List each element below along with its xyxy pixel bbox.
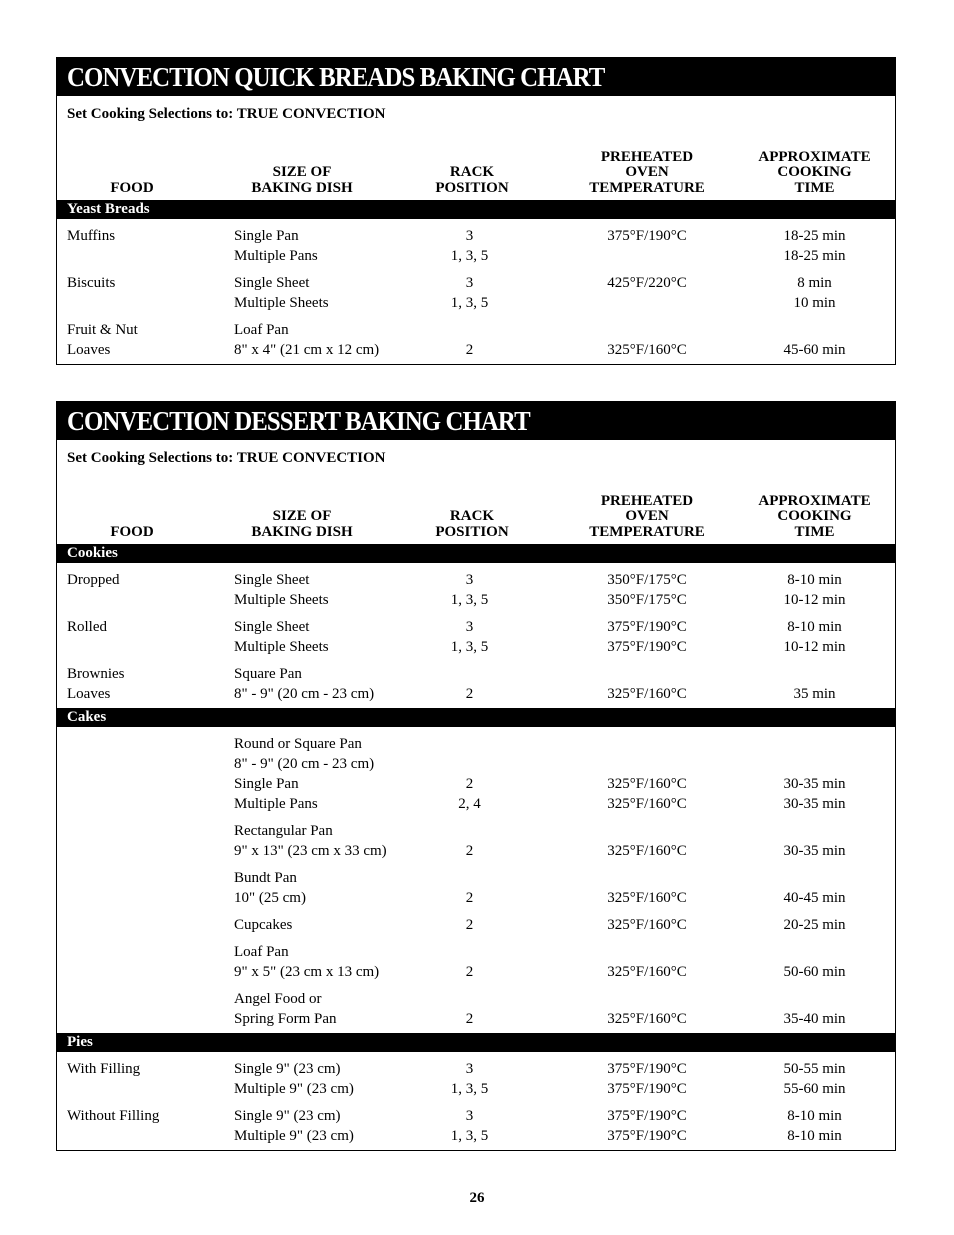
table-row <box>57 915 895 935</box>
rack-cell: 1, 3, 5 <box>450 639 489 655</box>
table-row <box>57 794 895 814</box>
time-cell: 10-12 min <box>783 592 846 608</box>
row-group <box>57 915 895 935</box>
rack-cell: 1, 3, 5 <box>450 248 489 264</box>
dish-cell: Single 9" (23 cm) <box>234 1061 341 1077</box>
rack-cell: 1, 3, 5 <box>450 1128 489 1144</box>
time-cell: 50-60 min <box>783 964 846 980</box>
temperature-cell: 325°F/160°C <box>607 917 687 933</box>
table-row <box>57 273 895 293</box>
dish-cell: Single 9" (23 cm) <box>234 1108 341 1124</box>
rack-cell: 3 <box>465 275 474 291</box>
rack-cell: 2 <box>465 686 474 702</box>
rack-cell: 2 <box>465 964 474 980</box>
time-cell: 35 min <box>793 686 836 702</box>
table-row <box>57 617 895 637</box>
table-row <box>57 637 895 657</box>
row-group <box>57 570 895 610</box>
chart-body <box>57 544 895 1150</box>
table-row <box>57 340 895 360</box>
header-dish: SIZE OF BAKING DISH <box>251 508 353 540</box>
table-row <box>57 570 895 590</box>
table-row <box>57 664 895 684</box>
row-group <box>57 1106 895 1146</box>
temperature-cell: 375°F/190°C <box>607 1108 687 1124</box>
temperature-cell: 325°F/160°C <box>607 1011 687 1027</box>
rack-cell: 2 <box>465 1011 474 1027</box>
rack-cell: 3 <box>465 228 474 244</box>
food-cell: Dropped <box>67 572 120 588</box>
table-row <box>57 734 895 754</box>
rack-cell: 2 <box>465 342 474 358</box>
table-row <box>57 590 895 610</box>
column-headers <box>57 142 895 200</box>
section-rows <box>57 1052 895 1150</box>
dish-cell: 9" x 5" (23 cm x 13 cm) <box>234 964 380 980</box>
temperature-cell: 325°F/160°C <box>607 843 687 859</box>
time-cell: 8-10 min <box>787 572 842 588</box>
chart-title-bar <box>57 58 895 96</box>
food-cell: Brownies <box>67 666 125 682</box>
dish-cell: Single Sheet <box>234 572 310 588</box>
table-row <box>57 868 895 888</box>
time-cell: 20-25 min <box>783 917 846 933</box>
food-cell: Loaves <box>67 686 111 702</box>
row-group <box>57 1059 895 1099</box>
section-header: Cakes <box>57 708 895 727</box>
rack-cell: 1, 3, 5 <box>450 295 489 311</box>
row-group <box>57 617 895 657</box>
dish-cell: Single Pan <box>234 228 299 244</box>
dish-cell: Rectangular Pan <box>234 823 333 839</box>
dish-cell: Square Pan <box>234 666 302 682</box>
food-cell: Rolled <box>67 619 107 635</box>
dish-cell: Multiple Sheets <box>234 295 329 311</box>
temperature-cell: 375°F/190°C <box>607 619 687 635</box>
rack-cell: 2, 4 <box>458 796 481 812</box>
dish-cell: Multiple Pans <box>234 796 318 812</box>
header-temperature: PREHEATED OVEN TEMPERATURE <box>589 148 705 196</box>
header-temperature: PREHEATED OVEN TEMPERATURE <box>589 492 705 540</box>
chart-title-bar <box>57 402 895 440</box>
time-cell: 50-55 min <box>783 1061 846 1077</box>
table-row <box>57 989 895 1009</box>
time-cell: 30-35 min <box>783 843 846 859</box>
time-cell: 35-40 min <box>783 1011 846 1027</box>
time-cell: 30-35 min <box>783 796 846 812</box>
rack-cell: 2 <box>465 843 474 859</box>
row-group <box>57 868 895 908</box>
temperature-cell: 425°F/220°C <box>607 275 687 291</box>
time-cell: 8-10 min <box>787 619 842 635</box>
section-rows <box>57 563 895 708</box>
row-group <box>57 320 895 360</box>
temperature-cell: 325°F/160°C <box>607 776 687 792</box>
table-row <box>57 1079 895 1099</box>
time-cell: 18-25 min <box>783 248 846 264</box>
table-row <box>57 841 895 861</box>
header-food: FOOD <box>110 179 154 196</box>
dish-cell: Single Sheet <box>234 619 310 635</box>
table-row <box>57 226 895 246</box>
dish-cell: Single Pan <box>234 776 299 792</box>
temperature-cell: 375°F/190°C <box>607 1061 687 1077</box>
dish-cell: Multiple Pans <box>234 248 318 264</box>
rack-cell: 3 <box>465 1108 474 1124</box>
rack-cell: 3 <box>465 572 474 588</box>
section-header: Cookies <box>57 544 895 563</box>
dish-cell: Cupcakes <box>234 917 293 933</box>
temperature-cell: 375°F/190°C <box>607 1081 687 1097</box>
header-time: APPROXIMATE COOKING TIME <box>758 492 871 540</box>
temperature-cell: 350°F/175°C <box>607 592 687 608</box>
dish-cell: Loaf Pan <box>234 944 289 960</box>
time-cell: 8-10 min <box>787 1128 842 1144</box>
table-row <box>57 684 895 704</box>
table-row <box>57 962 895 982</box>
food-cell: Muffins <box>67 228 116 244</box>
dish-cell: Multiple Sheets <box>234 592 329 608</box>
temperature-cell: 375°F/190°C <box>607 639 687 655</box>
chart-title: CONVECTION DESSERT BAKING CHART <box>67 406 530 436</box>
quick-breads-chart <box>56 57 896 365</box>
time-cell: 8 min <box>797 275 832 291</box>
temperature-cell: 350°F/175°C <box>607 572 687 588</box>
table-row <box>57 1009 895 1029</box>
row-group <box>57 226 895 266</box>
temperature-cell: 375°F/190°C <box>607 1128 687 1144</box>
chart-title: CONVECTION QUICK BREADS BAKING CHART <box>67 62 605 92</box>
time-cell: 8-10 min <box>787 1108 842 1124</box>
table-row <box>57 293 895 313</box>
time-cell: 55-60 min <box>783 1081 846 1097</box>
row-group <box>57 942 895 982</box>
dish-cell: 10" (25 cm) <box>234 890 306 906</box>
row-group <box>57 273 895 313</box>
table-row <box>57 246 895 266</box>
dish-cell: Bundt Pan <box>234 870 297 886</box>
time-cell: 30-35 min <box>783 776 846 792</box>
table-row <box>57 1059 895 1079</box>
temperature-cell: 325°F/160°C <box>607 796 687 812</box>
temperature-cell: 325°F/160°C <box>607 342 687 358</box>
row-group <box>57 821 895 861</box>
temperature-cell: 325°F/160°C <box>607 686 687 702</box>
table-row <box>57 320 895 340</box>
header-food: FOOD <box>110 523 154 540</box>
time-cell: 10 min <box>793 295 836 311</box>
section-rows <box>57 727 895 1033</box>
temperature-cell: 325°F/160°C <box>607 964 687 980</box>
header-time: APPROXIMATE COOKING TIME <box>758 148 871 196</box>
temperature-cell: 375°F/190°C <box>607 228 687 244</box>
header-dish: SIZE OF BAKING DISH <box>251 164 353 196</box>
food-cell: Fruit & Nut <box>67 322 138 338</box>
section-header: Yeast Breads <box>57 200 895 219</box>
dish-cell: Loaf Pan <box>234 322 289 338</box>
rack-cell: 3 <box>465 619 474 635</box>
rack-cell: 2 <box>465 917 474 933</box>
dish-cell: Multiple 9" (23 cm) <box>234 1081 354 1097</box>
time-cell: 10-12 min <box>783 639 846 655</box>
rack-cell: 2 <box>465 890 474 906</box>
food-cell: With Filling <box>67 1061 141 1077</box>
dish-cell: Single Sheet <box>234 275 310 291</box>
time-cell: 40-45 min <box>783 890 846 906</box>
dish-cell: 8" - 9" (20 cm - 23 cm) <box>234 756 375 772</box>
rack-cell: 2 <box>465 776 474 792</box>
table-row <box>57 754 895 774</box>
row-group <box>57 664 895 704</box>
table-row <box>57 821 895 841</box>
row-group <box>57 989 895 1029</box>
table-row <box>57 942 895 962</box>
time-cell: 45-60 min <box>783 342 846 358</box>
row-group <box>57 734 895 814</box>
table-row <box>57 774 895 794</box>
rack-cell: 1, 3, 5 <box>450 1081 489 1097</box>
chart-body <box>57 200 895 364</box>
dish-cell: Spring Form Pan <box>234 1011 337 1027</box>
dish-cell: Multiple 9" (23 cm) <box>234 1128 354 1144</box>
rack-cell: 3 <box>465 1061 474 1077</box>
column-headers <box>57 486 895 544</box>
table-row <box>57 888 895 908</box>
table-row <box>57 1126 895 1146</box>
header-rack: RACK POSITION <box>435 508 509 540</box>
food-cell: Biscuits <box>67 275 116 291</box>
table-row <box>57 1106 895 1126</box>
section-header: Pies <box>57 1033 895 1052</box>
dish-cell: Round or Square Pan <box>234 736 362 752</box>
time-cell: 18-25 min <box>783 228 846 244</box>
dish-cell: Multiple Sheets <box>234 639 329 655</box>
cooking-selection-note: Set Cooking Selections to: TRUE CONVECTION <box>67 450 386 466</box>
food-cell: Loaves <box>67 342 111 358</box>
cooking-selection-note: Set Cooking Selections to: TRUE CONVECTION <box>67 106 386 122</box>
dish-cell: 8" - 9" (20 cm - 23 cm) <box>234 686 375 702</box>
page-number: 26 <box>469 1190 485 1206</box>
dessert-chart <box>56 401 896 1151</box>
temperature-cell: 325°F/160°C <box>607 890 687 906</box>
food-cell: Without Filling <box>67 1108 160 1124</box>
header-rack: RACK POSITION <box>435 164 509 196</box>
section-rows <box>57 219 895 364</box>
dish-cell: Angel Food or <box>234 991 322 1007</box>
dish-cell: 8" x 4" (21 cm x 12 cm) <box>234 342 380 358</box>
rack-cell: 1, 3, 5 <box>450 592 489 608</box>
dish-cell: 9" x 13" (23 cm x 33 cm) <box>234 843 387 859</box>
